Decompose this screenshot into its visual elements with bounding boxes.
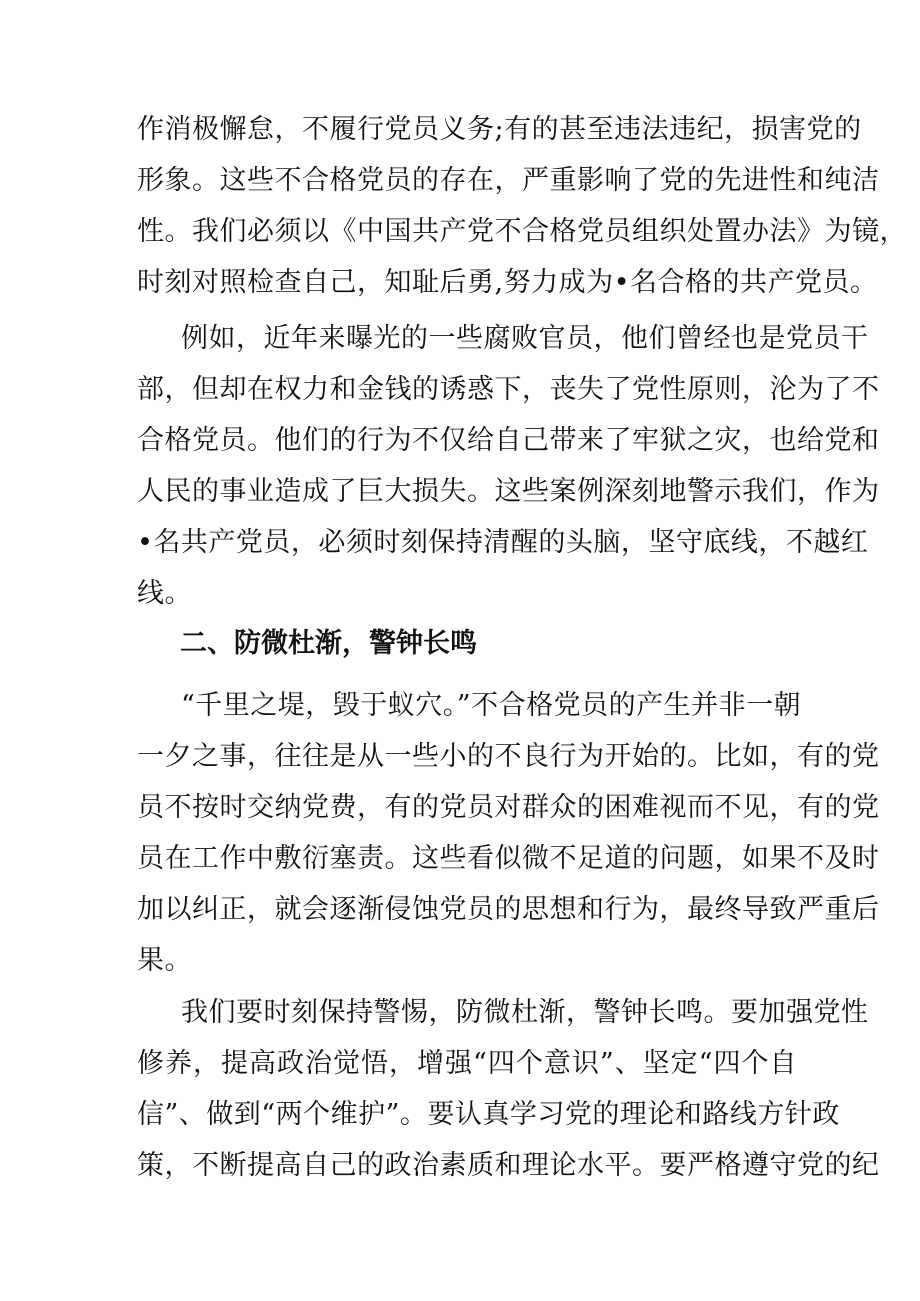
paragraph-line: 员在工作中敷衍塞责。这些看似微不足道的问题，如果不及时	[137, 843, 880, 874]
paragraph-line: 信”、做到“两个维护”。要认真学习党的理论和路线方针政	[137, 1099, 840, 1130]
paragraph-line: 修养，提高政治觉悟，增强“四个意识”、坚定“四个自	[137, 1048, 797, 1079]
paragraph-line: 人民的事业造成了巨大损失。这些案例深刻地警示我们，作为	[137, 476, 880, 507]
paragraph-4	[137, 987, 880, 1191]
paragraph-line: 线。	[137, 578, 192, 609]
paragraph-line: •名共产党员，必须时刻保持清醒的头脑，坚守底线，不越红	[137, 527, 869, 558]
paragraph-line: 形象。这些不合格党员的存在，严重影响了党的先进性和纯洁	[137, 165, 880, 196]
paragraph-line: 我们要时刻保持警惕，防微杜渐，警钟长鸣。要加强党性	[181, 997, 869, 1028]
paragraph-line: 时刻对照检查自己，知耻后勇,努力成为•名合格的共产党员。	[137, 267, 878, 298]
paragraph-line: 一夕之事，往往是从一些小的不良行为开始的。比如，有的党	[137, 741, 880, 772]
section-heading: 二、防微杜渐，警钟长鸣	[180, 628, 477, 659]
paragraph-line: 加以纠正，就会逐渐侵蚀党员的思想和行为，最终导致严重后	[137, 894, 880, 925]
paragraph-line: 策，不断提高自己的政治素质和理论水平。要严格遵守党的纪	[137, 1150, 880, 1181]
paragraph-1	[137, 104, 907, 308]
paragraph-line: 果。	[137, 945, 192, 976]
paragraph-line: 性。我们必须以《中国共产党不合格党员组织处置办法》为镜，	[137, 216, 907, 247]
paragraph-line: 例如，近年来曝光的一些腐败官员，他们曾经也是党员干	[181, 323, 869, 354]
paragraph-3	[137, 680, 880, 986]
paragraph-2	[137, 313, 880, 619]
paragraph-line: 作消极懈怠，不履行党员义务;有的甚至违法违纪，损害党的	[137, 114, 862, 145]
paragraph-line: “千里之堤，毁于蚁穴。”不合格党员的产生并非一朝	[181, 690, 802, 721]
paragraph-line: 员不按时交纳党费，有的党员对群众的困难视而不见，有的党	[137, 792, 880, 823]
paragraph-line: 部，但却在权力和金钱的诱惑下，丧失了党性原则，沦为了不	[137, 374, 880, 405]
paragraph-line: 合格党员。他们的行为不仅给自己带来了牢狱之灾，也给党和	[137, 425, 880, 456]
